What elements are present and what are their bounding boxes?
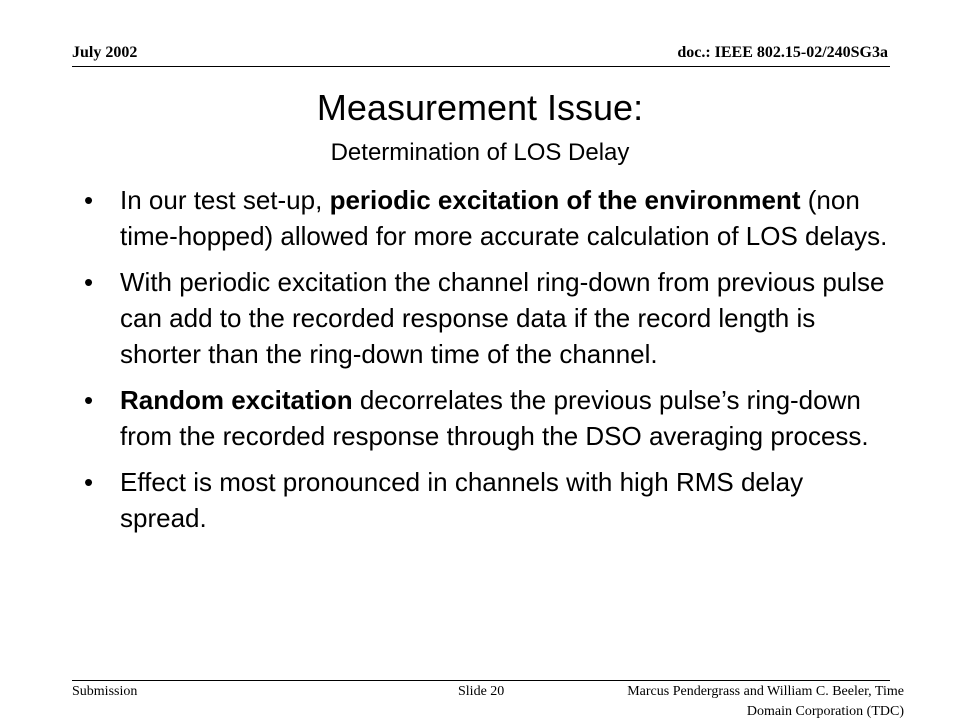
bullet-text: decorrelates the previous pulse’s ring-down from the recorded response through the DSO averaging process. [120, 385, 869, 451]
footer-submission: Submission [72, 684, 138, 699]
bullet-marker: • [84, 185, 94, 215]
bullet-item-2 [84, 264, 894, 372]
header-divider [72, 66, 890, 67]
footer-authors-line-2: Domain Corporation (TDC) [746, 704, 904, 719]
bullet-text: Effect is most pronounced in channels with high RMS delay spread. [120, 467, 804, 533]
bullet-item-4 [84, 464, 894, 536]
footer-slide-number: Slide 20 [458, 684, 505, 699]
header-doc-id: doc.: IEEE 802.15-02/240SG3a [677, 44, 888, 61]
footer-authors-line-1: Marcus Pendergrass and William C. Beeler, Time [627, 684, 904, 699]
bullet-text: In our test set-up, [120, 185, 330, 215]
bullet-marker: • [84, 267, 94, 297]
bullet-list [84, 182, 894, 546]
bullet-marker: • [84, 385, 94, 415]
header-date: July 2002 [72, 44, 138, 61]
bullet-emphasis: periodic excitation of the environment [329, 185, 801, 215]
bullet-item-1 [84, 182, 894, 254]
bullet-text: (non time-hopped) allowed for more accurate calculation of LOS delays. [120, 185, 888, 251]
slide-title: Measurement Issue: [316, 87, 644, 128]
footer-divider [72, 680, 890, 681]
slide-subtitle: Determination of LOS Delay [330, 139, 630, 166]
bullet-item-3 [84, 382, 894, 454]
bullet-emphasis: Random excitation [120, 385, 353, 415]
bullet-marker: • [84, 467, 94, 497]
bullet-text: With periodic excitation the channel ring-down from previous pulse can add to the recorded response data if the record length is shorter than the ring-down time of the channel. [120, 267, 885, 369]
footer-authors [584, 682, 904, 720]
